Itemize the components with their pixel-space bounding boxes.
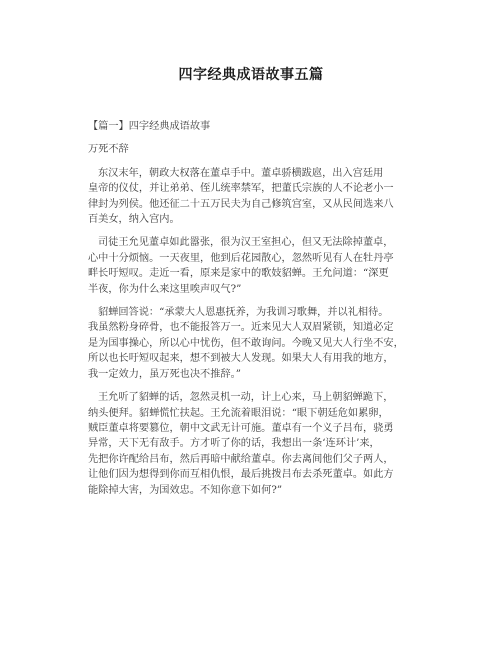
paragraph-line: 异常，天下无有敌手。方才听了你的话，我想出一条‘连环计’来， <box>88 438 380 450</box>
paragraph-line: 皇帝的仪仗，并让弟弟、侄儿统率禁军，把董氏宗族的人不论老小一 <box>88 183 394 195</box>
paragraph-line: 纳头便拜。貂蝉慌忙扶起。王允流着眼泪说：“眼下朝廷危如累卵， <box>88 407 389 419</box>
paragraph-line: 我一定效力，虽万死也决不推辞。” <box>88 368 241 380</box>
paragraph-line: 东汉末年，朝政大权落在董卓手中。董卓骄横跋扈，出入宫廷用 <box>98 167 384 179</box>
story-title: 万死不辞 <box>88 144 129 156</box>
paragraph-line: 我虽然粉身碎骨，也不能报答万一。近来见大人双眉紧锁，知道必定 <box>88 322 394 334</box>
paragraph-line: 半夜，你为什么来这里唉声叹气?” <box>88 283 242 295</box>
paragraph-line: 让他们因为想得到你而互相仇恨，最后挑拨吕布去杀死董卓。如此方 <box>88 469 394 481</box>
paragraph-line: 律封为列侯。他还征二十五万民夫为自己修筑宫室，又从民间选来八 <box>88 198 394 210</box>
paragraph-line: 先把你许配给吕布，然后再暗中献给董卓。你去离间他们父子两人， <box>88 453 394 465</box>
paragraph-line: 心中十分烦恼。一天夜里，他到后花园散心，忽然听见有人在牡丹亭 <box>88 252 394 264</box>
section-heading: 【篇一】四字经典成语故事 <box>88 121 211 132</box>
paragraph-line: 所以也长吁短叹起来，想不到被大人发现。如果大人有用我的地方， <box>88 353 394 365</box>
paragraph <box>88 166 418 228</box>
paragraph-line: 是为国事操心，所以心中忧伤，但不敢询问。今晚又见大人行坐不安， <box>88 337 404 349</box>
paragraph-line: 能除掉大害，为国效忠。不知你意下如何?” <box>88 484 283 496</box>
document-title: 四字经典成语故事五篇 <box>178 67 324 83</box>
paragraph-line: 貂蝉回答说：“承蒙大人恩惠抚养，为我训习歌舞，并以礼相待。 <box>98 307 389 319</box>
paragraph-line: 畔长吁短叹。走近一看，原来是家中的歌妓貂蝉。王允问道：“深更 <box>88 268 389 280</box>
document-body <box>88 119 418 498</box>
paragraph-line: 百美女，纳入宫内。 <box>88 214 180 226</box>
paragraph-line: 司徒王允见董卓如此嚣张，很为汉王室担心，但又无法除掉董卓， <box>98 237 394 249</box>
paragraph-line: 贼臣董卓将要篡位，朝中文武无计可施。董卓有一个义子吕布，骁勇 <box>88 422 394 434</box>
paragraph <box>88 390 418 498</box>
paragraph <box>88 305 418 382</box>
paragraph <box>88 235 418 297</box>
paragraph-line: 王允听了貂蝉的话，忽然灵机一动，计上心来，马上朝貂蝉跪下， <box>98 392 394 404</box>
